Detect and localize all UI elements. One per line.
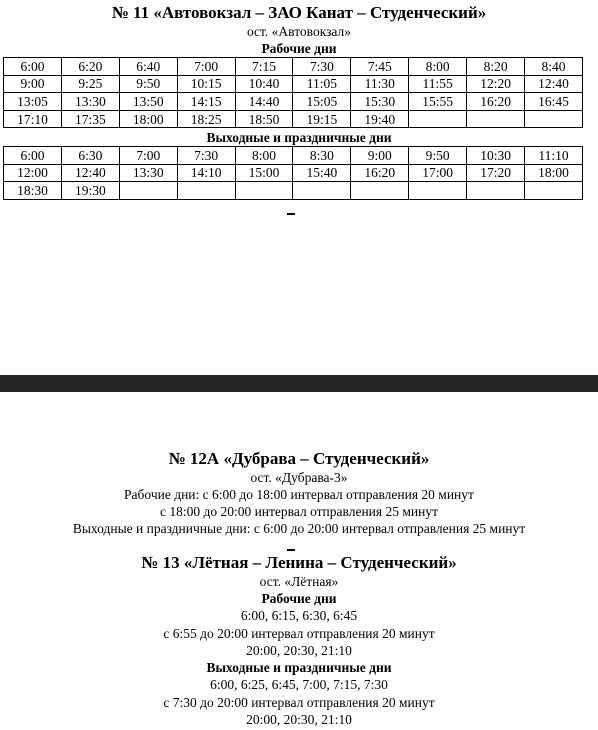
time-cell: 8:20 [467, 58, 525, 76]
route-11-title: № 11 «Автовокзал – ЗАО Канат – Студенческий» [111, 3, 487, 22]
time-cell: 8:30 [293, 147, 351, 165]
time-cell: 7:30 [293, 58, 351, 76]
route-11-weekday-table [3, 57, 583, 128]
time-cell: 6:20 [61, 58, 119, 76]
time-cell [409, 110, 467, 128]
time-cell: 15:30 [351, 93, 409, 111]
time-cell: 18:50 [235, 110, 293, 128]
table-row [4, 147, 583, 165]
table-row [4, 58, 583, 76]
table-row [4, 93, 583, 111]
time-cell: 14:15 [177, 93, 235, 111]
time-cell: 7:15 [235, 58, 293, 76]
route-13-weekday-interval: с 6:55 до 20:00 интервал отправления 20 минут [163, 626, 435, 641]
time-cell: 15:55 [409, 93, 467, 111]
time-cell: 11:30 [351, 75, 409, 93]
time-cell: 9:00 [4, 75, 62, 93]
time-cell: 6:30 [61, 147, 119, 165]
separator-dash [287, 213, 295, 215]
time-cell: 19:15 [293, 110, 351, 128]
table-row [4, 164, 583, 182]
time-cell: 10:30 [467, 147, 525, 165]
time-cell [409, 182, 467, 200]
time-cell [235, 182, 293, 200]
route-13-weekday-heading: Рабочие дни [261, 591, 337, 606]
route-11-weekday-heading: Рабочие дни [261, 41, 337, 56]
route-12a-weekday-interval-1: Рабочие дни: с 6:00 до 18:00 интервал отправления 20 минут [124, 487, 474, 502]
time-cell: 6:00 [4, 58, 62, 76]
time-cell: 7:00 [177, 58, 235, 76]
time-cell: 11:05 [293, 75, 351, 93]
time-cell: 6:40 [119, 58, 177, 76]
route-12a-title: № 12А «Дубрава – Студенческий» [168, 449, 430, 468]
route-13-weekday-times-morning: 6:00, 6:15, 6:30, 6:45 [240, 608, 358, 623]
time-cell: 17:20 [467, 164, 525, 182]
time-cell: 14:10 [177, 164, 235, 182]
route-12a-weekend-interval: Выходные и праздничные дни: с 6:00 до 20:00 интервал отправления 25 минут [72, 521, 526, 536]
time-cell: 9:25 [61, 75, 119, 93]
time-cell: 18:25 [177, 110, 235, 128]
time-cell: 7:45 [351, 58, 409, 76]
route-12a-weekday-interval-2: с 18:00 до 20:00 интервал отправления 25 минут [159, 504, 439, 519]
time-cell: 16:45 [525, 93, 583, 111]
time-cell: 15:05 [293, 93, 351, 111]
time-cell: 13:30 [61, 93, 119, 111]
time-cell: 17:35 [61, 110, 119, 128]
route-13-title: № 13 «Лётная – Ленина – Студенческий» [141, 553, 457, 572]
time-cell [119, 182, 177, 200]
time-cell: 7:00 [119, 147, 177, 165]
route-13-weekend-heading: Выходные и праздничные дни [206, 660, 392, 675]
time-cell [467, 110, 525, 128]
route-11-stop: ост. «Автовокзал» [246, 24, 352, 39]
table-row [4, 75, 583, 93]
time-cell: 11:10 [525, 147, 583, 165]
time-cell: 13:05 [4, 93, 62, 111]
time-cell: 14:40 [235, 93, 293, 111]
time-cell: 18:00 [525, 164, 583, 182]
time-cell: 15:40 [293, 164, 351, 182]
time-cell: 16:20 [467, 93, 525, 111]
route-13-weekend-times-evening: 20:00, 20:30, 21:10 [246, 712, 352, 727]
time-cell [177, 182, 235, 200]
separator-dash [287, 549, 295, 551]
time-cell: 12:00 [4, 164, 62, 182]
route-13-weekend-times-morning: 6:00, 6:25, 6:45, 7:00, 7:15, 7:30 [210, 677, 388, 692]
time-cell: 10:15 [177, 75, 235, 93]
route-13-stop: ост. «Лётная» [259, 574, 339, 589]
time-cell: 8:40 [525, 58, 583, 76]
time-cell [467, 182, 525, 200]
time-cell: 17:00 [409, 164, 467, 182]
time-cell: 15:00 [235, 164, 293, 182]
route-11-weekend-heading: Выходные и праздничные дни [206, 130, 392, 145]
table-row [4, 110, 583, 128]
time-cell: 18:00 [119, 110, 177, 128]
time-cell: 19:30 [61, 182, 119, 200]
time-cell: 9:50 [409, 147, 467, 165]
time-cell: 8:00 [235, 147, 293, 165]
time-cell: 8:00 [409, 58, 467, 76]
route-13-weekend-interval: с 7:30 до 20:00 интервал отправления 20 минут [163, 695, 435, 710]
page-break-band [0, 375, 598, 392]
time-cell: 13:50 [119, 93, 177, 111]
time-cell [293, 182, 351, 200]
time-cell: 9:00 [351, 147, 409, 165]
time-cell: 19:40 [351, 110, 409, 128]
time-cell: 10:40 [235, 75, 293, 93]
time-cell: 9:50 [119, 75, 177, 93]
time-cell: 17:10 [4, 110, 62, 128]
time-cell: 6:00 [4, 147, 62, 165]
time-cell: 12:20 [467, 75, 525, 93]
time-cell: 12:40 [525, 75, 583, 93]
route-12a-stop: ост. «Дубрава-3» [250, 470, 348, 485]
time-cell [525, 110, 583, 128]
time-cell [351, 182, 409, 200]
time-cell: 11:55 [409, 75, 467, 93]
time-cell: 13:30 [119, 164, 177, 182]
route-13-weekday-times-evening: 20:00, 20:30, 21:10 [246, 643, 352, 658]
time-cell: 16:20 [351, 164, 409, 182]
route-11-weekend-table [3, 146, 583, 200]
table-row [4, 182, 583, 200]
time-cell: 18:30 [4, 182, 62, 200]
time-cell [525, 182, 583, 200]
time-cell: 7:30 [177, 147, 235, 165]
time-cell: 12:40 [61, 164, 119, 182]
